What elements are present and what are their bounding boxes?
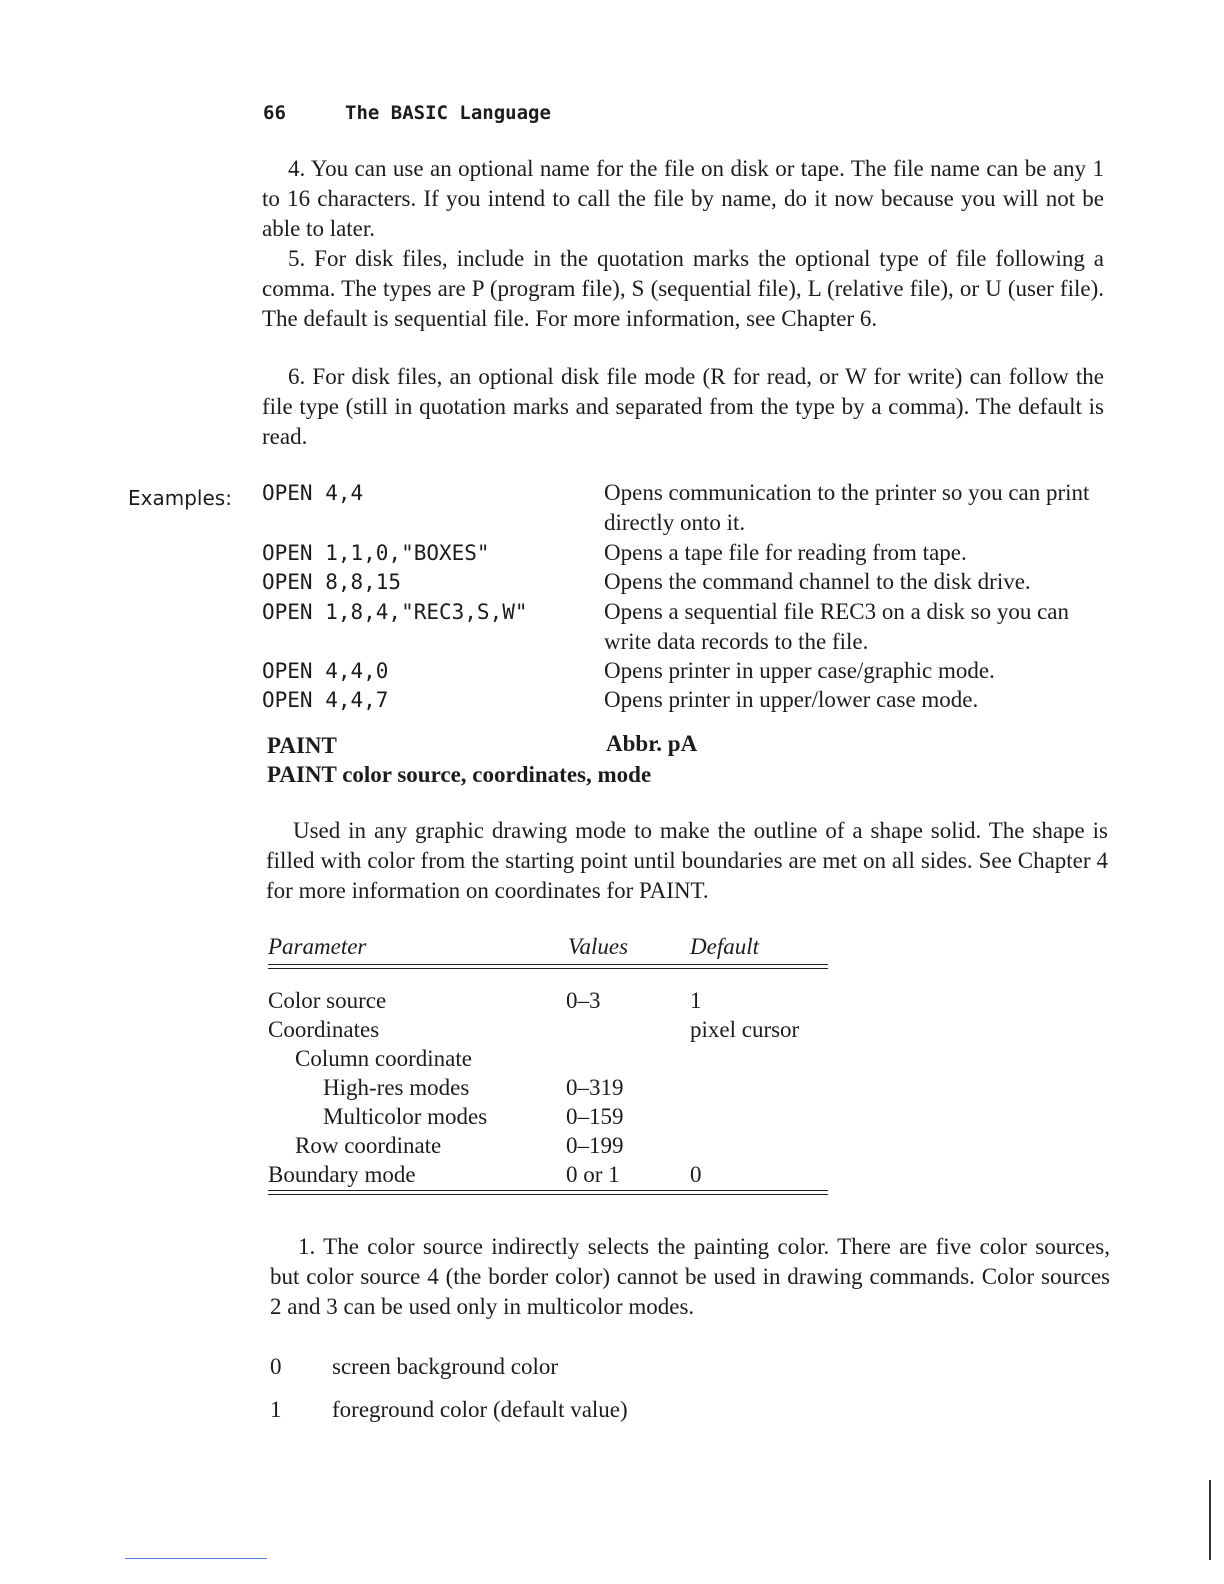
command-description: Used in any graphic drawing mode to make the outline of a shape solid. The shape is filled with color from the starting point until boundaries are met on all sides. See Chapter 4 for more information on coordinates for PAINT. [266, 818, 1108, 903]
example-code: OPEN 4,4 [262, 481, 364, 505]
parameter-table [268, 934, 828, 1187]
example-code: OPEN 1,8,4,"REC3,S,W" [262, 600, 528, 624]
cell-parameter: Column coordinate [295, 1046, 472, 1071]
table-row [268, 1073, 828, 1102]
table-row [268, 986, 828, 1015]
cell-parameter: Boundary mode [268, 1162, 416, 1187]
cell-parameter: High-res modes [323, 1075, 470, 1100]
command-syntax: PAINT color source, coordinates, mode [267, 762, 652, 787]
cell-parameter: Multicolor modes [323, 1104, 488, 1129]
cell-parameter: Coordinates [268, 1017, 380, 1042]
list-item-label: foreground color (default value) [332, 1397, 628, 1422]
note-1: 1. The color source indirectly selects the painting color. There are five color sources, but color source 4 (the border color) cannot be used in drawing commands. Color sources 2 and 3 can be used only in multicolor modes. [270, 1234, 1110, 1319]
table-row [268, 1102, 828, 1131]
paragraph-4: 4. You can use an optional name for the file on disk or tape. The file name can be any 1 to 16 characters. If you intend to call the file by name, do it now because you will not be able to later. [262, 156, 1104, 241]
cell-values: 0 or 1 [566, 1162, 620, 1187]
cell-values: 0–199 [566, 1133, 624, 1158]
table-row [268, 1160, 828, 1189]
example-code: OPEN 4,4,0 [262, 659, 389, 683]
table-bottom-rule [268, 1190, 828, 1195]
paragraph-6: 6. For disk files, an optional disk file mode (R for read, or W for write) can follow the file type (still in quotation marks and separated from the type by a comma). The default is read. [262, 364, 1104, 449]
cell-default: pixel cursor [690, 1017, 800, 1042]
page-header [263, 102, 551, 124]
list-item-label: screen background color [332, 1354, 559, 1379]
paragraph-5: 5. For disk files, include in the quotation marks the optional type of file following a comma. The types are P (program file), S (sequential file), L (relative file), or U (user file). The default is sequential file. For more information, see Chapter 6. [262, 246, 1104, 331]
list-item-number: 1 [270, 1397, 282, 1422]
running-title: The BASIC Language [345, 102, 551, 124]
command-name: PAINT [267, 733, 337, 758]
example-description: Opens a tape file for reading from tape. [604, 540, 967, 565]
cell-parameter: Color source [268, 988, 387, 1013]
command-abbreviation: Abbr. pA [606, 731, 698, 756]
header-parameter: Parameter [268, 934, 367, 959]
example-description: Opens a sequential file REC3 on a disk so you can write data records to the file. [604, 599, 1070, 654]
table-header [268, 934, 828, 964]
footer-rule [125, 1558, 267, 1559]
example-code: OPEN 1,1,0,"BOXES" [262, 541, 490, 565]
header-values: Values [568, 934, 629, 959]
list-item [270, 1395, 628, 1425]
example-description: Opens printer in upper case/graphic mode. [604, 658, 995, 683]
example-code: OPEN 8,8,15 [262, 570, 402, 594]
example-description: Opens communication to the printer so you can print directly onto it. [604, 480, 1090, 535]
list-item-number: 0 [270, 1354, 282, 1379]
table-row [268, 1015, 828, 1044]
scan-edge-mark [1209, 1480, 1211, 1560]
page-number: 66 [263, 102, 286, 124]
table-top-rule [268, 964, 828, 969]
cell-values: 0–3 [566, 988, 601, 1013]
example-code: OPEN 4,4,7 [262, 688, 389, 712]
example-description: Opens the command channel to the disk drive. [604, 569, 1031, 594]
header-default: Default [690, 934, 759, 959]
table-row [268, 1131, 828, 1160]
cell-values: 0–319 [566, 1075, 624, 1100]
table-row [268, 1044, 828, 1073]
examples-label: Examples: [128, 486, 232, 510]
example-description: Opens printer in upper/lower case mode. [604, 687, 979, 712]
cell-default: 0 [690, 1162, 702, 1187]
list-item [270, 1352, 558, 1382]
cell-parameter: Row coordinate [295, 1133, 442, 1158]
cell-default: 1 [690, 988, 702, 1013]
cell-values: 0–159 [566, 1104, 624, 1129]
